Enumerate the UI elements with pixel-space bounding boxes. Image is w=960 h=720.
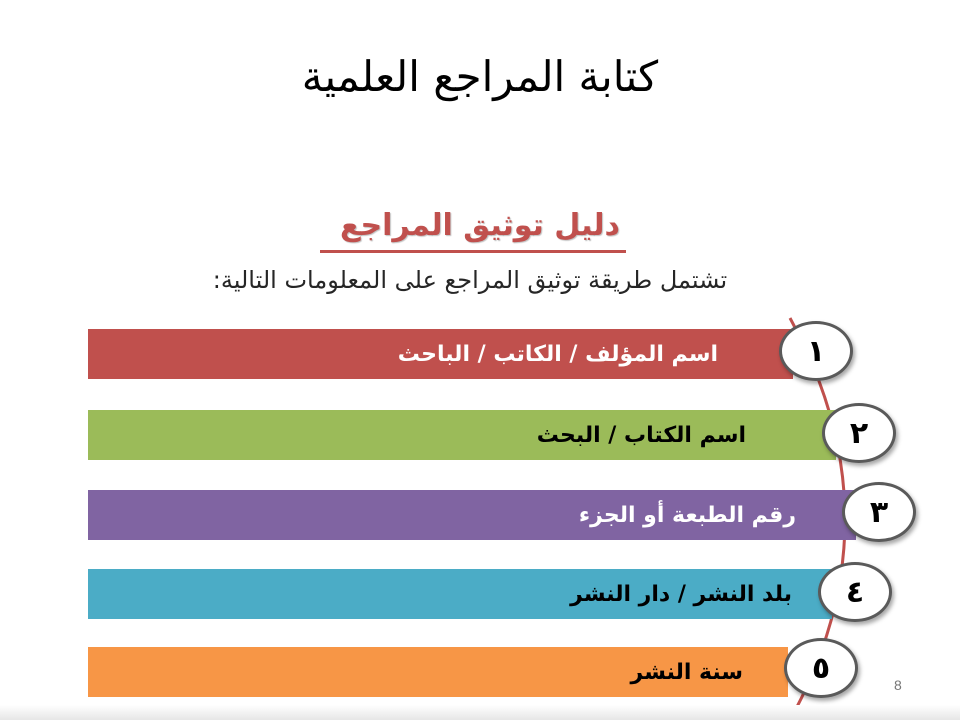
intro-text: تشتمل طريقة توثيق المراجع على المعلومات التالية:: [212, 266, 728, 294]
page-number: 8: [894, 677, 902, 693]
bottom-edge: [0, 705, 960, 720]
item-label: اسم المؤلف / الكاتب / الباحث: [397, 341, 718, 367]
list-item-year: [88, 647, 788, 697]
item-label: اسم الكتاب / البحث: [536, 422, 746, 448]
item-number-badge: ١: [779, 321, 853, 381]
list-item-publisher: [88, 569, 832, 619]
list-item-edition: [88, 490, 856, 540]
item-label: سنة النشر: [630, 659, 743, 685]
item-number-badge: ٣: [842, 482, 916, 542]
slide-subtitle: دليل توثيق المراجع: [340, 208, 620, 243]
list-item-author: [88, 329, 793, 379]
item-label: رقم الطبعة أو الجزء: [578, 502, 796, 528]
item-number-badge: ٤: [818, 562, 892, 622]
item-number-badge: ٢: [822, 403, 896, 463]
slide-title: كتابة المراجع العلمية: [301, 52, 659, 101]
item-number-badge: ٥: [784, 638, 858, 698]
list-item-book-title: [88, 410, 836, 460]
item-label: بلد النشر / دار النشر: [570, 581, 792, 607]
